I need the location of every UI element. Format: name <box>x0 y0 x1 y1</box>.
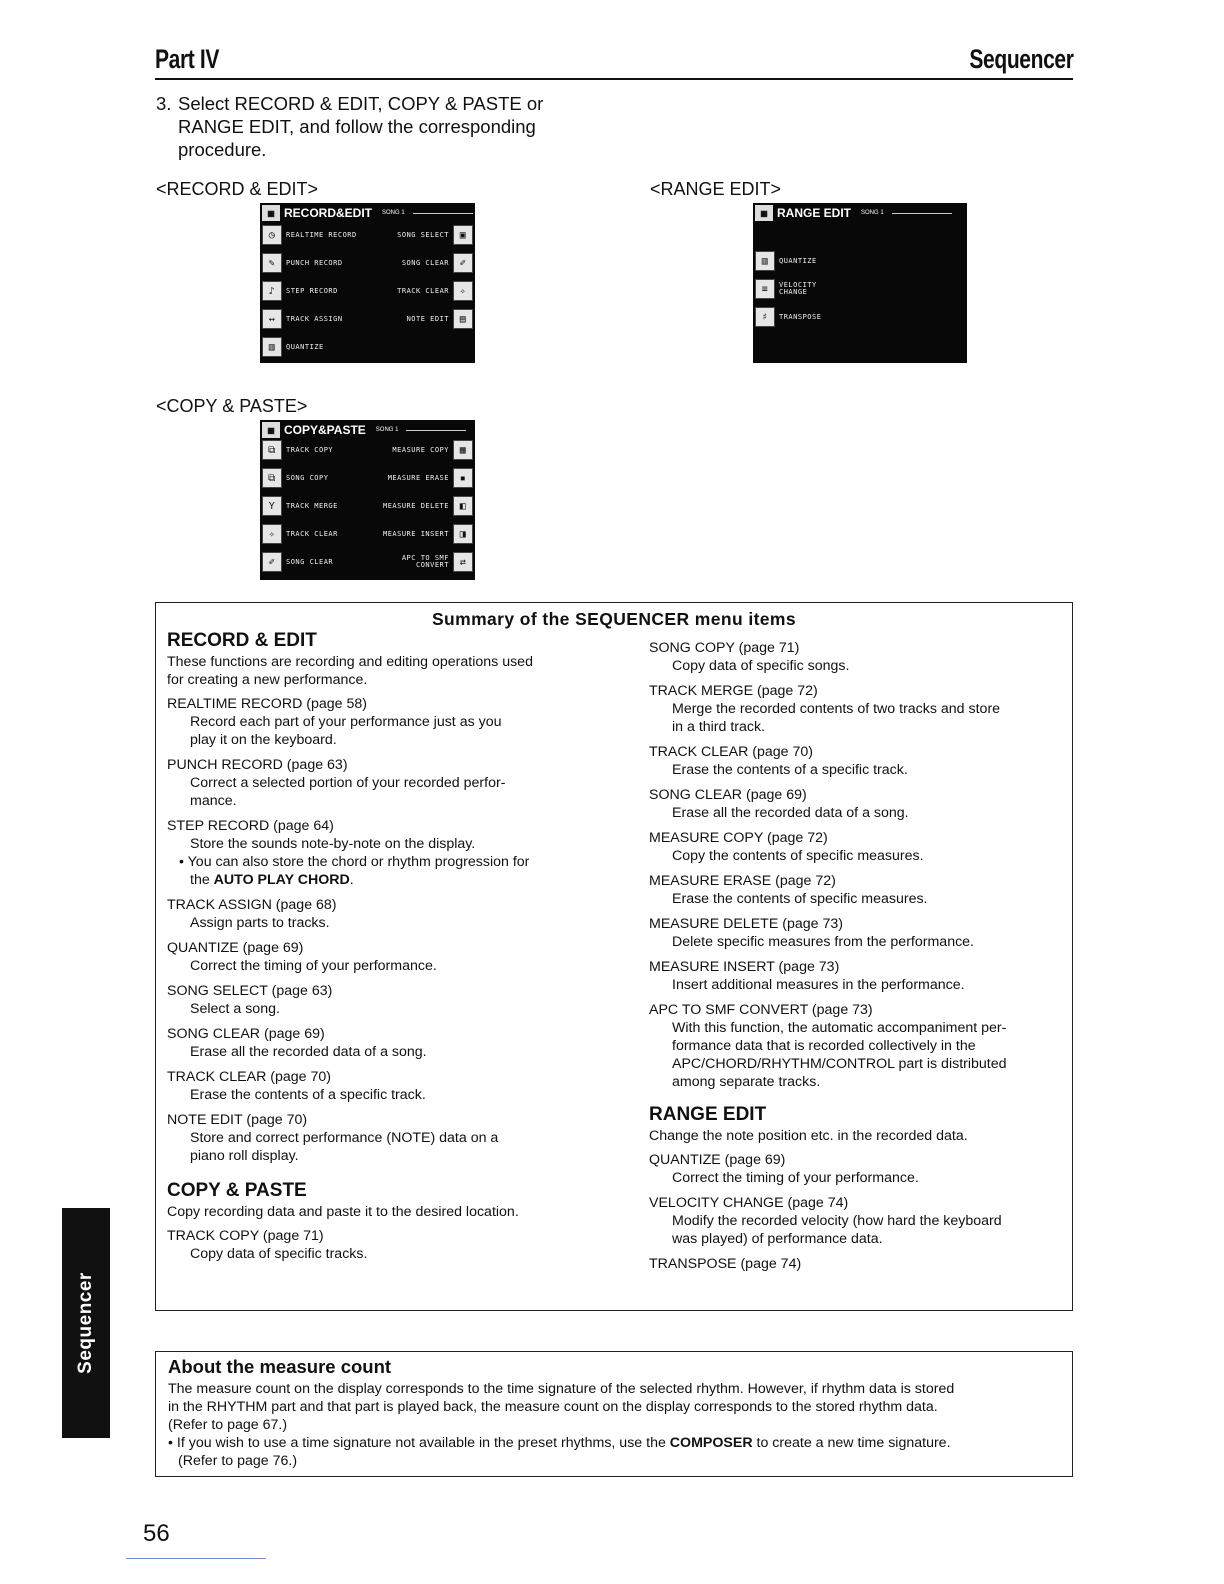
section-heading-range-edit: RANGE EDIT <box>649 1104 767 1125</box>
section-label: Sequencer <box>969 44 1074 74</box>
lcd-item-measure-copy[interactable] <box>392 440 473 460</box>
item-desc: Erase all the recorded data of a song. <box>190 1044 427 1060</box>
item-name: MEASURE COPY (page 72) <box>649 830 828 846</box>
item-name: STEP RECORD (page 64) <box>167 818 334 834</box>
lcd-item-quantize[interactable] <box>262 337 324 357</box>
lcd-title-line <box>413 213 473 214</box>
item-desc: in a third track. <box>672 719 766 735</box>
convert-icon: ⇄ <box>453 552 473 572</box>
bullet-text: the <box>190 872 214 888</box>
item-name: SONG SELECT (page 63) <box>167 983 333 999</box>
menu-item-song-select <box>167 982 607 1018</box>
measure-insert-icon: ◨ <box>453 524 473 544</box>
section-heading-record-edit: RECORD & EDIT <box>167 630 317 651</box>
item-name: QUANTIZE (page 69) <box>649 1152 786 1168</box>
item-name: TRACK MERGE (page 72) <box>649 683 818 699</box>
part-label: Part IV <box>155 44 219 74</box>
caption-range-edit: <RANGE EDIT> <box>650 179 782 199</box>
eraser-icon: ✐ <box>453 253 473 273</box>
step-line: procedure. <box>178 139 267 160</box>
item-desc: With this function, the automatic accompaniment per- <box>672 1020 1007 1036</box>
bullet-keyword: COMPOSER <box>669 1435 753 1451</box>
lcd-copy-paste <box>260 420 475 580</box>
step-line: RANGE EDIT, and follow the corresponding <box>178 116 536 137</box>
track-clear-icon: ✧ <box>453 281 473 301</box>
lcd-song: SONG 1 <box>382 210 405 216</box>
sequencer-icon: ▦ <box>755 205 773 221</box>
caption-record-edit: <RECORD & EDIT> <box>156 179 319 199</box>
footer-line <box>126 1558 266 1559</box>
summary-left-column <box>167 629 607 1270</box>
item-desc: Store and correct performance (NOTE) data on a <box>190 1130 499 1146</box>
about-measure-count-box <box>155 1351 1073 1477</box>
lcd-title: COPY&PASTE <box>284 423 366 437</box>
lcd-title-line <box>892 213 952 214</box>
lcd-item-label: MEASURE ERASE <box>387 474 449 482</box>
lcd-item-apc-to-smf-convert[interactable] <box>399 552 473 572</box>
about-line: in the RHYTHM part and that part is played back, the measure count on the display corresponds to the stored rhythm data. <box>168 1399 938 1415</box>
lcd-item-quantize[interactable] <box>755 251 817 271</box>
menu-item-measure-copy <box>649 829 1064 865</box>
lcd-item-measure-insert[interactable] <box>383 524 473 544</box>
header-rule <box>155 78 1073 80</box>
item-name: TRACK CLEAR (page 70) <box>649 744 814 760</box>
item-name: TRACK CLEAR (page 70) <box>167 1069 332 1085</box>
lcd-item-label: TRACK CLEAR <box>286 530 338 538</box>
item-desc: was played) of performance data. <box>672 1231 883 1247</box>
lcd-item-label: MEASURE DELETE <box>382 502 449 510</box>
item-name: REALTIME RECORD (page 58) <box>167 696 367 712</box>
lcd-item-label: QUANTIZE <box>779 257 817 265</box>
velocity-icon: ≡ <box>755 279 775 299</box>
lcd-item-transpose[interactable] <box>755 307 821 327</box>
lcd-item-track-merge[interactable] <box>262 496 338 516</box>
menu-item-measure-erase <box>649 872 1064 908</box>
menu-item-apc-to-smf-convert <box>649 1001 1064 1091</box>
lcd-title-bar <box>755 205 952 221</box>
about-bullet-cont: (Refer to page 76.) <box>178 1453 298 1469</box>
item-desc: Insert additional measures in the performance. <box>672 977 965 993</box>
assign-icon: ↔ <box>262 309 282 329</box>
item-desc: Delete specific measures from the performance. <box>672 934 975 950</box>
item-name: MEASURE ERASE (page 72) <box>649 873 836 889</box>
lcd-item-label: TRACK MERGE <box>286 502 338 510</box>
lcd-item-label: SONG COPY <box>286 474 329 482</box>
item-desc: Erase the contents of a specific track. <box>190 1087 426 1103</box>
menu-item-measure-insert <box>649 958 1064 994</box>
summary-title: Summary of the SEQUENCER menu items <box>431 609 797 629</box>
item-desc: Erase all the recorded data of a song. <box>672 805 909 821</box>
lcd-item-song-select[interactable] <box>397 225 473 245</box>
measure-delete-icon: ◧ <box>453 496 473 516</box>
lcd-item-label: SONG CLEAR <box>401 259 449 267</box>
item-desc: Merge the recorded contents of two tracks and store <box>672 701 1001 717</box>
section-intro <box>167 653 607 689</box>
menu-item-song-clear <box>649 786 1064 822</box>
lcd-item-label: NOTE EDIT <box>406 315 449 323</box>
lcd-range-edit <box>753 203 967 363</box>
item-name: PUNCH RECORD (page 63) <box>167 757 348 773</box>
bullet-text: to create a new time signature. <box>752 1435 951 1451</box>
menu-item-track-copy <box>167 1227 607 1263</box>
item-desc: Correct a selected portion of your recorded perfor- <box>190 775 506 791</box>
item-bullet-cont <box>167 871 607 889</box>
lcd-item-track-clear[interactable] <box>397 281 473 301</box>
item-desc: Erase the contents of a specific track. <box>672 762 908 778</box>
lcd-item-label: TRACK COPY <box>286 446 334 454</box>
item-desc: piano roll display. <box>190 1148 299 1164</box>
intro-line: Copy recording data and paste it to the desired location. <box>167 1204 519 1220</box>
intro-line: Change the note position etc. in the recorded data. <box>649 1128 968 1144</box>
item-desc: Correct the timing of your performance. <box>672 1170 919 1186</box>
lcd-item-label: VELOCITY CHANGE <box>779 281 817 296</box>
lcd-item-label: QUANTIZE <box>286 343 324 351</box>
item-name: MEASURE DELETE (page 73) <box>649 916 843 932</box>
eraser-icon: ✐ <box>262 552 282 572</box>
sequencer-icon: ▦ <box>262 205 280 221</box>
lcd-song: SONG 1 <box>375 427 399 433</box>
item-name: MEASURE INSERT (page 73) <box>649 959 840 975</box>
measure-erase-icon: ▪ <box>453 468 473 488</box>
lcd-item-step-record[interactable] <box>262 281 338 301</box>
lcd-item-song-clear[interactable] <box>262 552 333 572</box>
about-line: (Refer to page 67.) <box>168 1417 288 1433</box>
item-desc: mance. <box>190 793 237 809</box>
lcd-item-realtime-record[interactable] <box>262 225 357 245</box>
item-name: TRACK COPY (page 71) <box>167 1228 324 1244</box>
intro-line: These functions are recording and editing operations used <box>167 654 533 670</box>
about-bullet <box>168 1434 1063 1452</box>
item-name: SONG CLEAR (page 69) <box>649 787 807 803</box>
menu-item-quantize <box>167 939 607 975</box>
step-3 <box>156 92 596 161</box>
lcd-item-label: SONG SELECT <box>397 231 449 239</box>
quantize-icon: ▥ <box>755 251 775 271</box>
menu-item-song-copy <box>649 639 1064 675</box>
measure-copy-icon: ▦ <box>453 440 473 460</box>
menu-item-punch-record <box>167 756 607 810</box>
bullet-keyword: AUTO PLAY CHORD <box>213 872 350 888</box>
item-desc: Copy data of specific tracks. <box>190 1246 368 1262</box>
lcd-item-label: APC TO SMF CONVERT <box>401 554 449 569</box>
lcd-item-label: STEP RECORD <box>286 287 338 295</box>
menu-item-measure-delete <box>649 915 1064 951</box>
menu-item-track-merge <box>649 682 1064 736</box>
lcd-item-track-clear[interactable] <box>262 524 338 544</box>
item-desc: Select a song. <box>190 1001 280 1017</box>
about-heading: About the measure count <box>168 1356 392 1377</box>
lcd-item-punch-record[interactable] <box>262 253 343 273</box>
lcd-item-label: MEASURE COPY <box>392 446 449 454</box>
lcd-item-velocity-change[interactable] <box>755 279 819 299</box>
menu-item-track-clear <box>649 743 1064 779</box>
lcd-item-song-clear[interactable] <box>402 253 473 273</box>
menu-item-quantize <box>649 1151 1064 1187</box>
punch-icon: ✎ <box>262 253 282 273</box>
item-name: VELOCITY CHANGE (page 74) <box>649 1195 849 1211</box>
item-desc: Modify the recorded velocity (how hard the keyboard <box>672 1213 1002 1229</box>
lcd-item-song-copy[interactable] <box>262 468 328 488</box>
note-icon: ♪ <box>262 281 282 301</box>
bullet-text: • If you wish to use a time signature not available in the preset rhythms, use the <box>168 1435 670 1451</box>
item-desc: Store the sounds note-by-note on the display. <box>190 836 476 852</box>
section-intro <box>649 1127 1064 1145</box>
lcd-item-label: TRACK CLEAR <box>397 287 449 295</box>
menu-item-realtime-record <box>167 695 607 749</box>
page-number: 56 <box>143 1520 170 1547</box>
lcd-item-measure-delete[interactable] <box>383 496 473 516</box>
sequencer-icon: ▦ <box>262 422 280 438</box>
quantize-icon: ▥ <box>262 337 282 357</box>
lcd-item-measure-erase[interactable] <box>388 468 473 488</box>
lcd-title-bar <box>262 422 466 438</box>
lcd-song: SONG 1 <box>861 210 884 216</box>
item-desc: Copy data of specific songs. <box>672 658 850 674</box>
lcd-item-track-assign[interactable] <box>262 309 343 329</box>
summary-right-column <box>649 639 1064 1280</box>
step-number: 3. <box>156 93 172 114</box>
item-desc: among separate tracks. <box>672 1074 821 1090</box>
item-name: SONG COPY (page 71) <box>649 640 800 656</box>
lcd-item-label: SONG CLEAR <box>286 558 334 566</box>
item-name: TRANSPOSE (page 74) <box>649 1256 802 1272</box>
menu-item-note-edit <box>167 1111 607 1165</box>
lcd-title-line <box>406 430 466 431</box>
menu-item-transpose <box>649 1255 1064 1273</box>
item-desc: Erase the contents of specific measures. <box>672 891 928 907</box>
transpose-icon: ♯ <box>755 307 775 327</box>
menu-item-song-clear <box>167 1025 607 1061</box>
side-tab-label: Sequencer <box>75 1272 96 1374</box>
piano-icon: ▤ <box>453 309 473 329</box>
lcd-title: RECORD&EDIT <box>284 206 373 220</box>
clock-icon: ◷ <box>262 225 282 245</box>
song-select-icon: ▣ <box>453 225 473 245</box>
about-line: The measure count on the display corresponds to the time signature of the selected rhythm. However, if rhythm data is stored <box>168 1381 955 1397</box>
lcd-item-label: TRACK ASSIGN <box>286 315 343 323</box>
merge-icon: Y <box>262 496 282 516</box>
lcd-item-label: PUNCH RECORD <box>286 259 343 267</box>
section-heading-copy-paste: COPY & PASTE <box>167 1180 307 1201</box>
lcd-item-note-edit[interactable] <box>407 309 473 329</box>
item-name: TRACK ASSIGN (page 68) <box>167 897 337 913</box>
lcd-title: RANGE EDIT <box>777 206 852 220</box>
step-line: Select RECORD & EDIT, COPY & PASTE or <box>178 93 544 114</box>
item-desc: APC/CHORD/RHYTHM/CONTROL part is distributed <box>672 1056 1007 1072</box>
lcd-item-label: REALTIME RECORD <box>286 231 357 239</box>
item-name: QUANTIZE (page 69) <box>167 940 304 956</box>
item-desc: Assign parts to tracks. <box>190 915 330 931</box>
side-tab <box>62 1208 110 1438</box>
lcd-record-edit <box>260 203 475 363</box>
item-name: NOTE EDIT (page 70) <box>167 1112 308 1128</box>
summary-box <box>155 602 1073 1311</box>
about-body <box>168 1380 1063 1470</box>
item-desc: Copy the contents of specific measures. <box>672 848 924 864</box>
lcd-title-bar <box>262 205 473 221</box>
item-desc: Record each part of your performance just as you <box>190 714 502 730</box>
track-copy-icon: ⧉ <box>262 440 282 460</box>
song-copy-icon: ⧉ <box>262 468 282 488</box>
item-name: APC TO SMF CONVERT (page 73) <box>649 1002 873 1018</box>
menu-item-velocity-change <box>649 1194 1064 1248</box>
item-desc: formance data that is recorded collectively in the <box>672 1038 976 1054</box>
menu-item-track-clear <box>167 1068 607 1104</box>
caption-copy-paste: <COPY & PASTE> <box>156 396 308 416</box>
item-name: SONG CLEAR (page 69) <box>167 1026 325 1042</box>
intro-line: for creating a new performance. <box>167 672 368 688</box>
item-desc: Correct the timing of your performance. <box>190 958 437 974</box>
item-desc: play it on the keyboard. <box>190 732 337 748</box>
menu-item-track-assign <box>167 896 607 932</box>
section-intro <box>167 1203 607 1221</box>
lcd-item-track-copy[interactable] <box>262 440 333 460</box>
lcd-item-label: TRANSPOSE <box>779 313 822 321</box>
item-bullet: • You can also store the chord or rhythm progression for <box>179 854 530 870</box>
track-clear-icon: ✧ <box>262 524 282 544</box>
menu-item-step-record <box>167 817 607 889</box>
lcd-item-label: MEASURE INSERT <box>382 530 449 538</box>
bullet-text: . <box>349 872 354 888</box>
